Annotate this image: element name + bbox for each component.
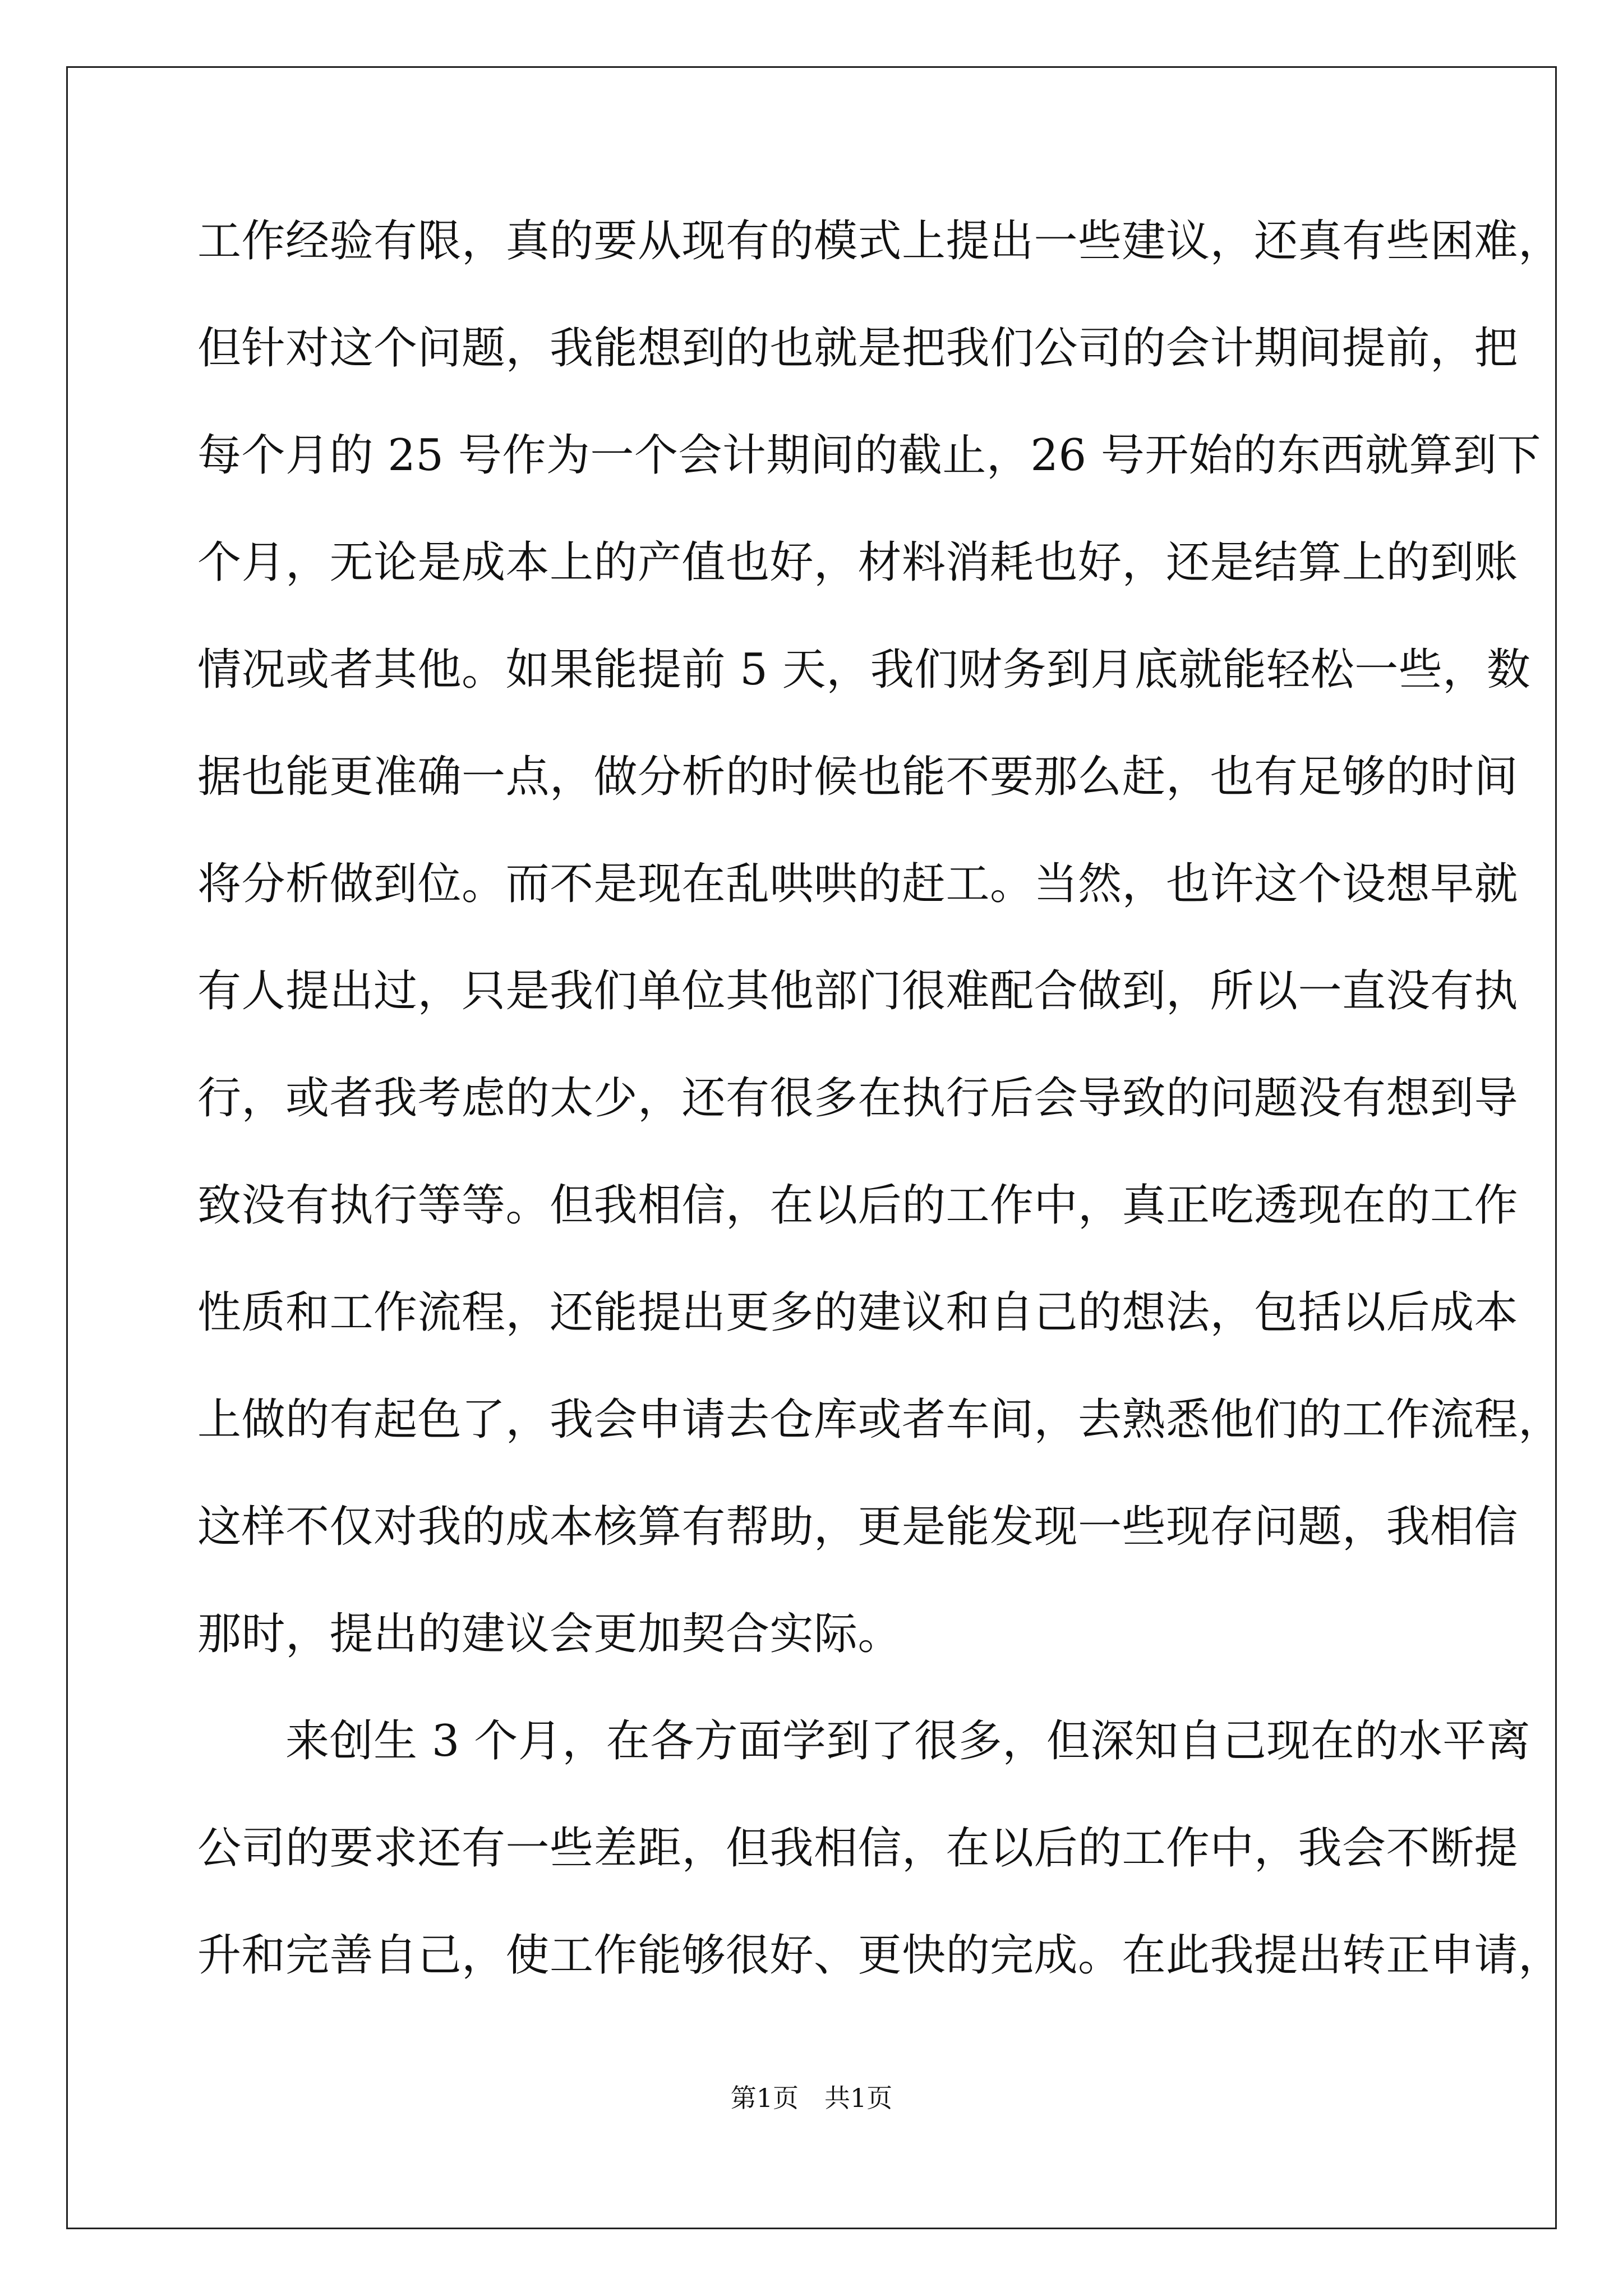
- page-footer: [0, 2081, 1623, 2115]
- page-total: 共1页: [824, 2083, 893, 2113]
- text-line-2: 但针对这个问题，我能想到的也就是把我们公司的会计期间提前，把: [197, 323, 1519, 374]
- text-line-13: 这样不仅对我的成本核算有帮助，更是能发现一些现存问题，我相信: [197, 1502, 1519, 1552]
- text-line-7: 将分析做到位。而不是现在乱哄哄的赶工。当然，也许这个设想早就: [197, 859, 1519, 909]
- text-line-6: 据也能更准确一点，做分析的时候也能不要那么赶，也有足够的时间: [197, 752, 1519, 802]
- page-border: [66, 66, 1557, 2229]
- text-line-14: 那时，提出的建议会更加契合实际。: [197, 1609, 902, 1659]
- text-line-5: 情况或者其他。如果能提前 5 天，我们财务到月底就能轻松一些，数: [197, 645, 1531, 695]
- text-line-3: 每个月的 25 号作为一个会计期间的截止，26 号开始的东西就算到下: [197, 430, 1541, 481]
- text-line-10: 致没有执行等等。但我相信，在以后的工作中，真正吃透现在的工作: [197, 1180, 1519, 1231]
- text-line-17: 升和完善自己，使工作能够很好、更快的完成。在此我提出转正申请，: [197, 1930, 1562, 1981]
- text-line-9: 行，或者我考虑的太少，还有很多在执行后会导致的问题没有想到导: [197, 1073, 1519, 1124]
- text-line-12: 上做的有起色了，我会申请去仓库或者车间，去熟悉他们的工作流程，: [197, 1395, 1562, 1445]
- text-line-11: 性质和工作流程，还能提出更多的建议和自己的想法，包括以后成本: [197, 1287, 1519, 1338]
- text-line-4: 个月，无论是成本上的产值也好，材料消耗也好，还是结算上的到账: [197, 537, 1519, 588]
- text-line-15: 来创生 3 个月，在各方面学到了很多，但深知自己现在的水平离: [197, 1716, 1531, 1766]
- text-line-8: 有人提出过，只是我们单位其他部门很难配合做到，所以一直没有执: [197, 966, 1519, 1016]
- text-line-16: 公司的要求还有一些差距，但我相信，在以后的工作中，我会不断提: [197, 1823, 1519, 1874]
- text-line-1: 工作经验有限，真的要从现有的模式上提出一些建议，还真有些困难，: [197, 216, 1562, 266]
- page-number: 第1页: [730, 2083, 799, 2113]
